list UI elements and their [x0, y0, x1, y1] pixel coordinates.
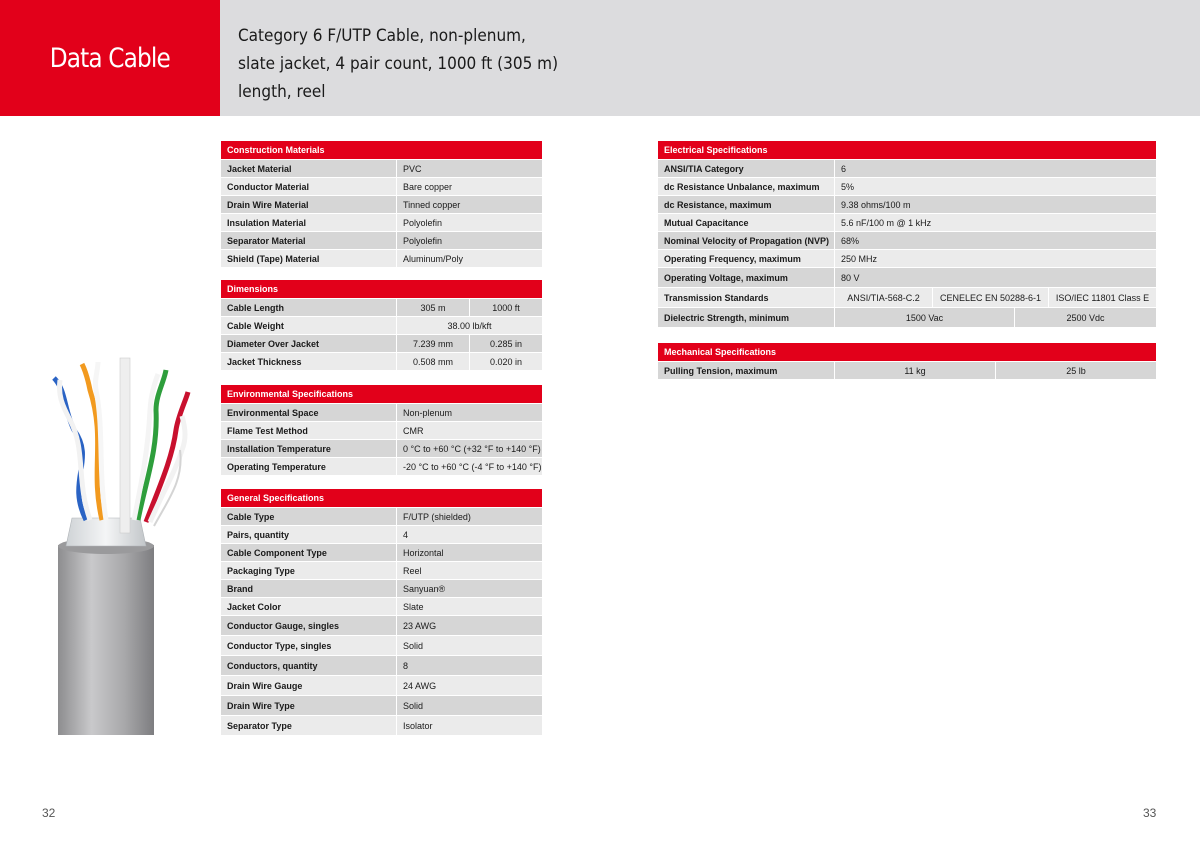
foil-shield [66, 518, 146, 546]
brand-title: Data Cable [49, 42, 171, 74]
row-value: 4 [396, 526, 542, 543]
table-row [658, 177, 1156, 195]
table-row [658, 231, 1156, 249]
row-value: -20 °C to +60 °C (-4 °F to +140 °F) [396, 458, 542, 475]
metric-value: 0.508 mm [396, 353, 469, 370]
standard-value: ISO/IEC 11801 Class E [1048, 288, 1156, 307]
table-row [658, 267, 1156, 287]
imperial-value: 0.285 in [469, 335, 542, 352]
table-row [658, 361, 1156, 379]
page-number-left: 32 [42, 806, 56, 820]
row-value: Horizontal [396, 544, 542, 561]
row-label: ANSI/TIA Category [658, 160, 834, 177]
environmental-header: Environmental Specifications [221, 385, 542, 403]
wire-pair-blue-white [59, 380, 90, 520]
table-row [221, 695, 542, 715]
table-row [221, 298, 542, 316]
table-row [221, 352, 542, 370]
table-row [658, 159, 1156, 177]
dimensions-header: Dimensions [221, 280, 542, 298]
row-label: Nominal Velocity of Propagation (NVP) [658, 232, 834, 249]
construction-table [221, 141, 542, 267]
row-label: Jacket Material [221, 160, 396, 177]
table-row [221, 213, 542, 231]
row-value: Sanyuan® [396, 580, 542, 597]
dielectric-value: 2500 Vdc [1014, 308, 1156, 327]
table-row [221, 615, 542, 635]
table-row [221, 421, 542, 439]
row-label: Dielectric Strength, minimum [658, 308, 834, 327]
row-value: F/UTP (shielded) [396, 508, 542, 525]
row-value: 68% [834, 232, 1156, 249]
row-label: Pulling Tension, maximum [658, 362, 834, 379]
row-label: Separator Type [221, 716, 396, 735]
table-row [221, 403, 542, 421]
row-label: Flame Test Method [221, 422, 396, 439]
imperial-value: 0.020 in [469, 353, 542, 370]
dimensions-table [221, 280, 542, 370]
row-label: dc Resistance Unbalance, maximum [658, 178, 834, 195]
table-row [658, 195, 1156, 213]
row-value: 9.38 ohms/100 m [834, 196, 1156, 213]
row-label: Drain Wire Type [221, 696, 396, 715]
row-label: Conductor Material [221, 178, 396, 195]
row-label: Diameter Over Jacket [221, 335, 396, 352]
cable-illustration [46, 350, 206, 740]
general-table [221, 489, 542, 735]
row-value: Polyolefin [396, 232, 542, 249]
row-value: Bare copper [396, 178, 542, 195]
row-value: 24 AWG [396, 676, 542, 695]
row-value: 11 kg [834, 362, 995, 379]
row-label: Cable Length [221, 299, 396, 316]
table-row [221, 635, 542, 655]
standard-value: ANSI/TIA-568-C.2 [834, 288, 932, 307]
table-row [221, 525, 542, 543]
table-row [221, 715, 542, 735]
row-label: dc Resistance, maximum [658, 196, 834, 213]
row-value: 80 V [834, 268, 1156, 287]
product-title-line: slate jacket, 4 pair count, 1000 ft (305 m) [238, 54, 559, 74]
row-value: 5% [834, 178, 1156, 195]
row-value: Tinned copper [396, 196, 542, 213]
page-number-right: 33 [1143, 806, 1157, 820]
row-label: Conductor Type, singles [221, 636, 396, 655]
mechanical-header: Mechanical Specifications [658, 343, 1156, 361]
row-label: Mutual Capacitance [658, 214, 834, 231]
separator-spline [120, 358, 130, 533]
table-row [221, 195, 542, 213]
row-value: 38.00 lb/kft [396, 317, 542, 334]
row-label: Insulation Material [221, 214, 396, 231]
row-label: Operating Voltage, maximum [658, 268, 834, 287]
row-value: Non-plenum [396, 404, 542, 421]
brand-block [0, 0, 220, 116]
metric-value: 7.239 mm [396, 335, 469, 352]
table-row [221, 597, 542, 615]
row-label: Drain Wire Gauge [221, 676, 396, 695]
row-value: 8 [396, 656, 542, 675]
row-value: Solid [396, 636, 542, 655]
metric-value: 305 m [396, 299, 469, 316]
table-row [658, 213, 1156, 231]
table-row [221, 177, 542, 195]
row-label: Pairs, quantity [221, 526, 396, 543]
table-row [221, 655, 542, 675]
table-row [221, 675, 542, 695]
table-row [221, 316, 542, 334]
cable-jacket [58, 545, 154, 735]
table-row [221, 561, 542, 579]
row-value: 23 AWG [396, 616, 542, 635]
product-title-line: length, reel [238, 82, 326, 102]
table-row [221, 439, 542, 457]
row-label: Jacket Color [221, 598, 396, 615]
dielectric-value: 1500 Vac [834, 308, 1014, 327]
row-label: Cable Component Type [221, 544, 396, 561]
row-value: 5.6 nF/100 m @ 1 kHz [834, 214, 1156, 231]
row-value: 6 [834, 160, 1156, 177]
row-label: Operating Temperature [221, 458, 396, 475]
row-label: Environmental Space [221, 404, 396, 421]
table-row [221, 543, 542, 561]
row-value: CMR [396, 422, 542, 439]
table-row [658, 307, 1156, 327]
row-value: Slate [396, 598, 542, 615]
table-row [221, 457, 542, 475]
row-label: Cable Weight [221, 317, 396, 334]
environmental-table [221, 385, 542, 475]
table-row [221, 334, 542, 352]
product-title-line: Category 6 F/UTP Cable, non-plenum, [238, 26, 526, 46]
row-value: Solid [396, 696, 542, 715]
table-row [221, 507, 542, 525]
table-row [658, 249, 1156, 267]
table-row [658, 287, 1156, 307]
row-label: Drain Wire Material [221, 196, 396, 213]
table-row [221, 249, 542, 267]
electrical-header: Electrical Specifications [658, 141, 1156, 159]
row-value: 25 lb [995, 362, 1156, 379]
imperial-value: 1000 ft [469, 299, 542, 316]
row-label: Installation Temperature [221, 440, 396, 457]
row-value: PVC [396, 160, 542, 177]
row-label: Jacket Thickness [221, 353, 396, 370]
row-value: Aluminum/Poly [396, 250, 542, 267]
electrical-table [658, 141, 1156, 327]
row-value: Isolator [396, 716, 542, 735]
standard-value: CENELEC EN 50288-6-1 [932, 288, 1048, 307]
row-label: Conductor Gauge, singles [221, 616, 396, 635]
row-label: Shield (Tape) Material [221, 250, 396, 267]
row-value: Reel [396, 562, 542, 579]
construction-header: Construction Materials [221, 141, 542, 159]
row-label: Operating Frequency, maximum [658, 250, 834, 267]
row-label: Transmission Standards [658, 288, 834, 307]
row-value: 250 MHz [834, 250, 1156, 267]
table-row [221, 159, 542, 177]
mechanical-table [658, 343, 1156, 379]
row-value: 0 °C to +60 °C (+32 °F to +140 °F) [396, 440, 542, 457]
row-label: Packaging Type [221, 562, 396, 579]
row-label: Brand [221, 580, 396, 597]
table-row [221, 579, 542, 597]
row-value: Polyolefin [396, 214, 542, 231]
product-title [238, 22, 559, 106]
general-header: General Specifications [221, 489, 542, 507]
row-label: Separator Material [221, 232, 396, 249]
row-label: Conductors, quantity [221, 656, 396, 675]
table-row [221, 231, 542, 249]
row-label: Cable Type [221, 508, 396, 525]
